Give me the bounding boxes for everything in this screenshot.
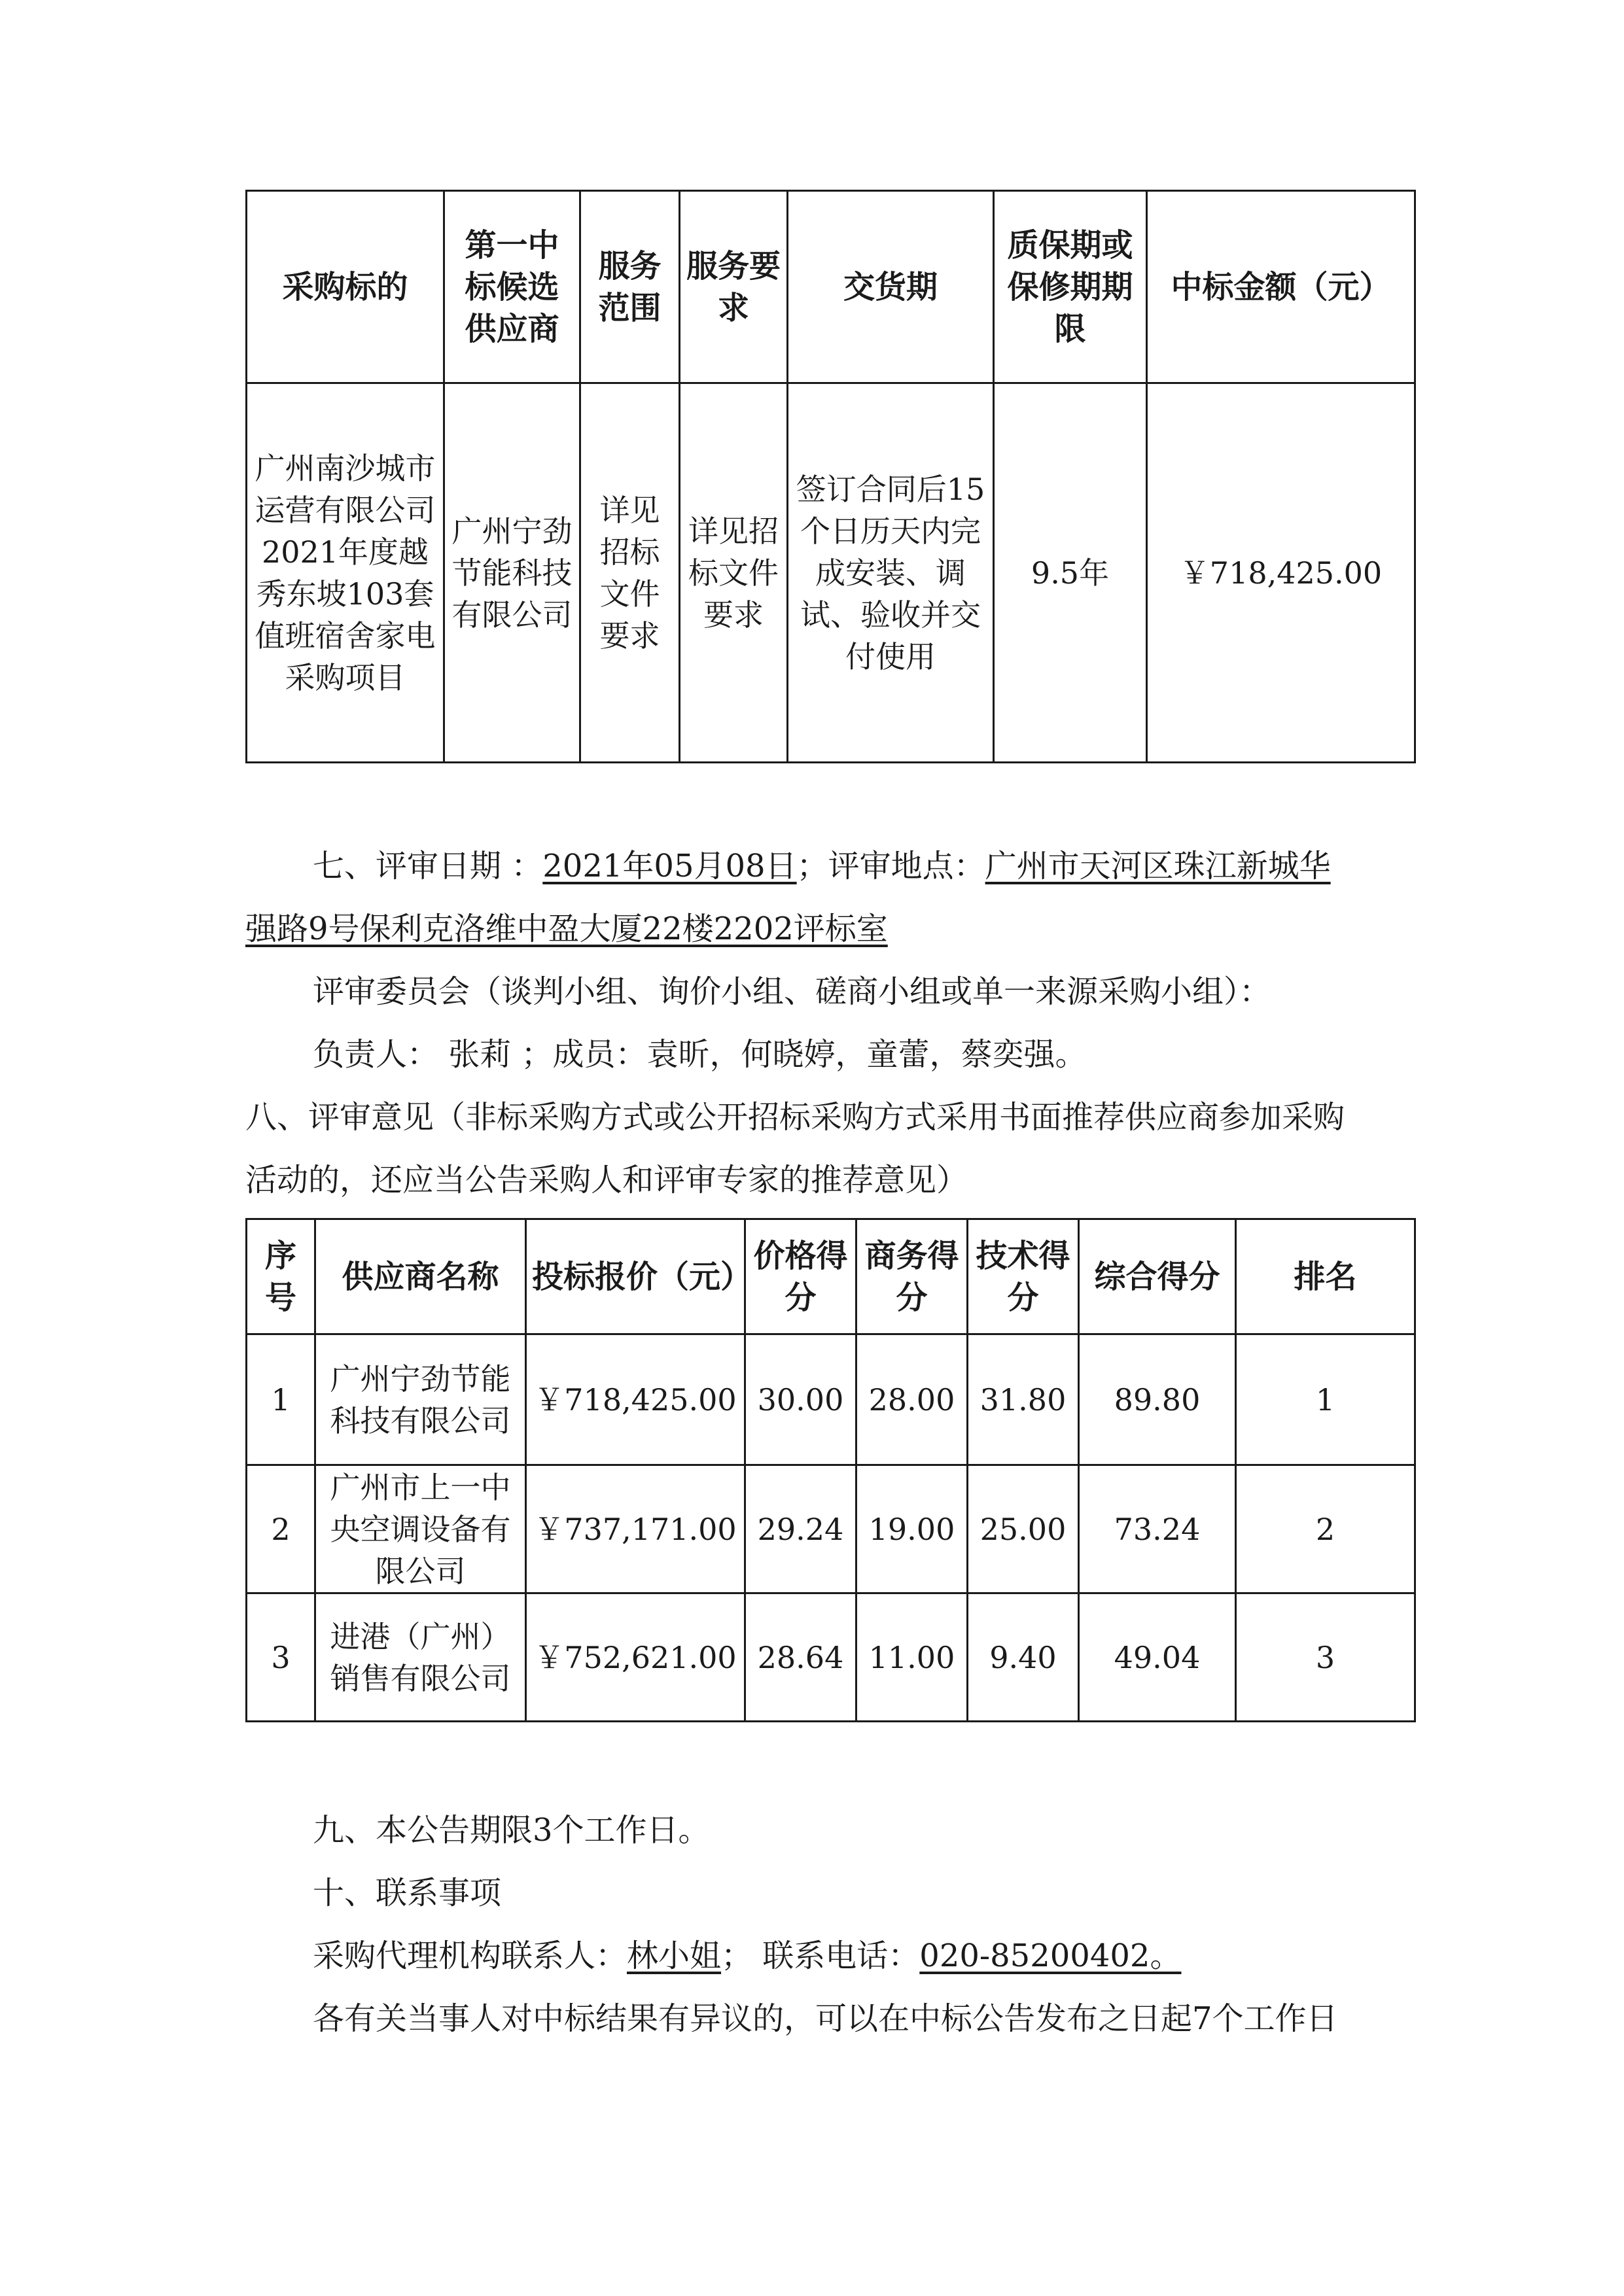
- cell-supplier-name: 广州市上一中央空调设备有限公司: [315, 1465, 526, 1593]
- cell-business-score: 11.00: [856, 1593, 968, 1722]
- cell-first-candidate: 广州宁劲节能科技有限公司: [444, 383, 580, 763]
- cell-price-score: 28.64: [745, 1593, 856, 1722]
- award-table-row: [247, 383, 1415, 763]
- header-supplier-name: 供应商名称: [315, 1219, 526, 1334]
- review-place-part1: 广州市天河区珠江新城华: [985, 848, 1331, 884]
- table-row: [247, 1334, 1415, 1465]
- header-business-score: 商务得分: [856, 1219, 968, 1334]
- cell-rank: 2: [1236, 1465, 1415, 1593]
- contact-section-title: 十、联系事项: [313, 1875, 502, 1911]
- header-total-score: 综合得分: [1079, 1219, 1236, 1334]
- cell-rank: 1: [1236, 1334, 1415, 1465]
- contact-line: [313, 1935, 1419, 1977]
- header-first-candidate: 第一中标候选供应商: [444, 191, 580, 383]
- cell-total-score: 49.04: [1079, 1593, 1236, 1722]
- header-procurement-item: 采购标的: [247, 191, 444, 383]
- award-table-header-row: [247, 191, 1415, 383]
- cell-service-requirement: 详见招标文件要求: [680, 383, 788, 763]
- header-seq: 序号: [247, 1219, 315, 1334]
- cell-bid-price: ￥752,621.00: [526, 1593, 745, 1722]
- review-date-place-line: [313, 845, 1419, 887]
- header-service-requirement: 服务要求: [680, 191, 788, 383]
- header-delivery-period: 交货期: [788, 191, 994, 383]
- committee-title: 评审委员会（谈判小组、询价小组、磋商小组或单一来源采购小组）：: [313, 973, 1271, 1010]
- header-service-scope: 服务范围: [580, 191, 680, 383]
- header-warranty-period: 质保期或保修期期限: [994, 191, 1147, 383]
- header-bid-price: 投标报价（元）: [526, 1219, 745, 1334]
- cell-business-score: 28.00: [856, 1334, 968, 1465]
- objection-line: 各有关当事人对中标结果有异议的，可以在中标公告发布之日起7个工作日: [313, 2000, 1338, 2037]
- table-row: [247, 1465, 1415, 1593]
- cell-total-score: 73.24: [1079, 1465, 1236, 1593]
- cell-award-amount: ￥718,425.00: [1147, 383, 1415, 763]
- cell-rank: 3: [1236, 1593, 1415, 1722]
- cell-price-score: 29.24: [745, 1465, 856, 1593]
- header-price-score: 价格得分: [745, 1219, 856, 1334]
- cell-supplier-name: 广州宁劲节能科技有限公司: [315, 1334, 526, 1465]
- cell-seq: 3: [247, 1593, 315, 1722]
- committee-members: 负责人： 张莉 ；成员：袁昕，何晓婷，童蕾，蔡奕强。: [313, 1036, 1087, 1073]
- review-place-line2: [245, 908, 1417, 950]
- scoring-table: [245, 1218, 1416, 1722]
- cell-total-score: 89.80: [1079, 1334, 1236, 1465]
- cell-business-score: 19.00: [856, 1465, 968, 1593]
- cell-tech-score: 31.80: [968, 1334, 1079, 1465]
- cell-supplier-name: 进港（广州）销售有限公司: [315, 1593, 526, 1722]
- cell-tech-score: 25.00: [968, 1465, 1079, 1593]
- header-rank: 排名: [1236, 1219, 1415, 1334]
- review-place-label: ；评审地点：: [796, 848, 985, 884]
- cell-seq: 1: [247, 1334, 315, 1465]
- contact-name: 林小姐: [627, 1938, 722, 1974]
- contact-phone: 020-85200402。: [919, 1938, 1182, 1974]
- cell-procurement-item: 广州南沙城市运营有限公司2021年度越秀东坡103套值班宿舍家电采购项目: [247, 383, 444, 763]
- review-date-prefix: 七、评审日期 ：: [313, 848, 543, 884]
- cell-bid-price: ￥718,425.00: [526, 1334, 745, 1465]
- phone-label: ； 联系电话：: [721, 1938, 920, 1974]
- scoring-table-header-row: [247, 1219, 1415, 1334]
- header-award-amount: 中标金额（元）: [1147, 191, 1415, 383]
- cell-bid-price: ￥737,171.00: [526, 1465, 745, 1593]
- review-place-part2: 强路9号保利克洛维中盈大厦22楼2202评标室: [245, 911, 888, 947]
- review-date: 2021年05月08日: [542, 848, 797, 884]
- cell-delivery-period: 签订合同后15个日历天内完成安装、调试、验收并交付使用: [788, 383, 994, 763]
- review-opinion-line1: 八、评审意见（非标采购方式或公开招标采购方式采用书面推荐供应商参加采购: [245, 1099, 1345, 1136]
- award-table: [245, 190, 1416, 763]
- cell-tech-score: 9.40: [968, 1593, 1079, 1722]
- cell-price-score: 30.00: [745, 1334, 856, 1465]
- review-opinion-line2: 活动的，还应当公告采购人和评审专家的推荐意见）: [245, 1162, 968, 1198]
- table-row: [247, 1593, 1415, 1722]
- contact-label: 采购代理机构联系人：: [313, 1938, 627, 1974]
- cell-warranty-period: 9.5年: [994, 383, 1147, 763]
- header-tech-score: 技术得分: [968, 1219, 1079, 1334]
- cell-service-scope: 详见招标文件要求: [580, 383, 680, 763]
- notice-period: 九、本公告期限3个工作日。: [313, 1812, 710, 1849]
- cell-seq: 2: [247, 1465, 315, 1593]
